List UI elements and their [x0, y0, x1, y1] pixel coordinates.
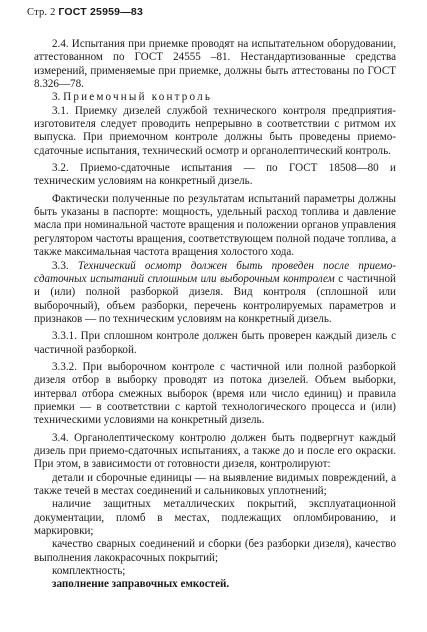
paragraph-3-2: 3.2. Приемо-сдаточные испытания — по ГОСТ 18508—80 и техническим условиям на конкретный дизель. — [34, 162, 396, 188]
paragraph-3-3 — [34, 260, 396, 327]
paragraph-3-1: 3.1. Приемку дизелей службой технического контроля предприятия-изготовителя следует проводить непрерывно в соответствии с ритмом их выпуска. При приемочном контроле должны быть проведены приемо-сдаточные испытания, технический осмотр и органолептический контроль. — [34, 104, 396, 157]
section-3-heading — [34, 91, 396, 104]
paragraph-2-4: 2.4. Испытания при приемке проводят на испытательном оборудовании, аттестованном по ГОСТ 24555 –81. Нестандартизованные средства измерений, применяемые при приемке, должны быть аттестованы по ГОСТ 8.326—78. — [34, 38, 396, 91]
document-body — [34, 38, 396, 592]
list-item: качество сварных соединений и сборки (без разборки дизеля), качество выполнения лакокрасочных покрытий; — [34, 538, 396, 564]
list-item: детали и сборочные единицы — на выявление видимых повреждений, а также течей в местах соединений и сальниковых уплотнений; — [34, 471, 396, 497]
list-item: комплектность; — [52, 565, 126, 578]
paragraph-parameters: Фактически полученные по результатам испытаний параметры должны быть указаны в паспорте: мощность, удельный расход топлива и давление масла при номинальной частоте вращения и положении органов управления регулятором частоты вращения, соответствующем полной подаче топлива, а также максимальная частота вращения холостого хода. — [34, 192, 396, 259]
standard-designation: ГОСТ 25959—83 — [58, 6, 143, 18]
clause-text: с частичной и (или) полной разборкой дизеля. Вид контроля (сплошной или выборочный), объем разборки, перечень контролируемых параметров и признаков — по техническим условиям на конкретный дизель. — [34, 272, 396, 325]
list-item-text: заполнение заправочных емкостей. — [52, 578, 230, 591]
paragraph-3-3-2: 3.3.2. При выборочном контроле с частичной или полной разборкой дизеля отбор в выборку проводят из потока дизелей. Объем выборки, интервал отбора смежных выборок (время или число единиц) и правила приемки — в соответствии с картой технологического процесса и (или) техническими условиями на конкретный дизель. — [34, 360, 396, 427]
list-item — [34, 578, 396, 591]
paragraph-3-3-1: 3.3.1. При сплошном контроле должен быть проверен каждый дизель с частичной разборкой. — [34, 330, 396, 356]
page-header — [27, 6, 143, 18]
clause-number: 3.3. — [52, 259, 69, 272]
list-item: наличие защитных металлических покрытий, эксплуатационной документации, пломб в местах, подлежащих опломбированию, и маркировки; — [34, 498, 396, 538]
clause-emphasis: Технический осмотр должен быть проведен после приемо-сдаточных испытаний сплошным или выборочным контролем — [34, 259, 396, 285]
section-number: 3. — [52, 91, 61, 104]
page-number: Стр. 2 — [27, 7, 56, 18]
section-title: Приемочный контроль — [63, 91, 213, 104]
paragraph-3-4: 3.4. Органолептическому контролю должен быть подвергнут каждый дизель при приемо-сдаточных испытаниях, а также до и после его окраски. При этом, в зависимости от готовности дизеля, контролируют: — [34, 431, 396, 471]
